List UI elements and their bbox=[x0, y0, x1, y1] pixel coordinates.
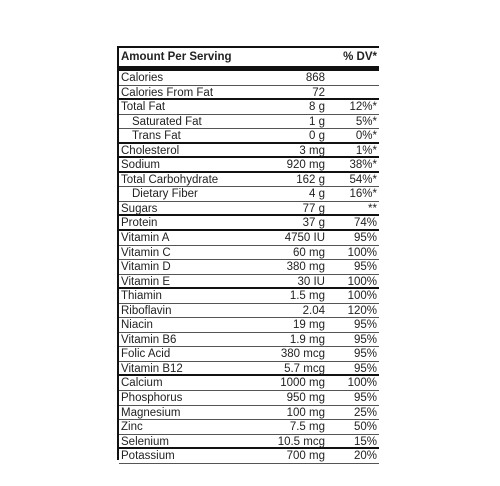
table-header bbox=[119, 46, 379, 71]
nutrient-name: Potassium bbox=[121, 450, 175, 463]
nutrient-amount: 19 mg bbox=[293, 319, 325, 332]
nutrient-name: Vitamin C bbox=[121, 246, 171, 259]
nutrient-daily-value: 95% bbox=[353, 392, 377, 405]
nutrient-amount: 77 g bbox=[302, 202, 325, 215]
table-row bbox=[119, 391, 379, 406]
nutrient-daily-value: 16%* bbox=[349, 188, 377, 201]
nutrient-name: Dietary Fiber bbox=[132, 188, 198, 201]
table-row bbox=[119, 260, 379, 275]
amount-per-serving-heading: Amount Per Serving bbox=[121, 51, 232, 63]
nutrient-name: Trans Fat bbox=[132, 130, 181, 143]
nutrient-daily-value: ** bbox=[368, 202, 377, 215]
nutrient-amount: 1.9 mg bbox=[289, 333, 325, 346]
nutrient-amount: 1000 mg bbox=[280, 377, 325, 390]
nutrient-name: Total Fat bbox=[121, 101, 166, 114]
nutrition-facts-panel bbox=[117, 46, 379, 463]
nutrient-daily-value: 25% bbox=[353, 406, 377, 419]
nutrient-name: Cholesterol bbox=[121, 144, 180, 157]
nutrient-name: Calories From Fat bbox=[121, 86, 214, 99]
nutrient-amount: 1.5 mg bbox=[289, 290, 325, 303]
nutrient-daily-value: 95% bbox=[353, 348, 377, 361]
nutrient-name: Magnesium bbox=[121, 406, 181, 419]
nutrient-name: Calcium bbox=[121, 377, 163, 390]
nutrient-amount: 72 bbox=[312, 86, 325, 99]
table-row bbox=[119, 304, 379, 319]
nutrient-amount: 4750 IU bbox=[284, 232, 325, 245]
nutrient-amount: 920 mg bbox=[286, 159, 325, 172]
table-row bbox=[119, 71, 379, 86]
nutrient-daily-value: 20% bbox=[353, 450, 377, 463]
table-row bbox=[119, 173, 379, 188]
nutrient-name: Calories bbox=[121, 72, 164, 84]
nutrient-name: Selenium bbox=[121, 435, 169, 448]
nutrient-name: Total Carbohydrate bbox=[121, 173, 219, 186]
nutrient-amount: 60 mg bbox=[293, 246, 325, 259]
nutrient-name: Protein bbox=[121, 217, 158, 230]
nutrient-amount: 10.5 mcg bbox=[277, 435, 325, 448]
nutrient-amount: 380 mg bbox=[286, 261, 325, 274]
table-row bbox=[119, 202, 379, 217]
nutrient-rows bbox=[119, 71, 379, 464]
nutrient-daily-value: 100% bbox=[347, 377, 377, 390]
nutrient-name: Vitamin E bbox=[121, 275, 171, 288]
nutrient-amount: 3 mg bbox=[299, 144, 325, 157]
table-row bbox=[119, 187, 379, 202]
nutrient-daily-value: 15% bbox=[353, 435, 377, 448]
nutrient-name: Sugars bbox=[121, 202, 158, 215]
nutrient-amount: 868 bbox=[305, 72, 325, 84]
nutrient-name: Vitamin B12 bbox=[121, 362, 183, 375]
nutrient-amount: 950 mg bbox=[286, 392, 325, 405]
table-row bbox=[119, 115, 379, 130]
table-row bbox=[119, 216, 379, 231]
nutrient-amount: 5.7 mcg bbox=[284, 362, 325, 375]
table-row bbox=[119, 318, 379, 333]
nutrient-name: Zinc bbox=[121, 421, 143, 434]
nutrient-name: Saturated Fat bbox=[132, 115, 202, 128]
nutrient-daily-value: 5%* bbox=[355, 115, 377, 128]
nutrient-daily-value: 100% bbox=[347, 246, 377, 259]
nutrient-daily-value: 74% bbox=[353, 217, 377, 230]
nutrient-amount: 700 mg bbox=[286, 450, 325, 463]
table-row bbox=[119, 289, 379, 304]
table-row bbox=[119, 144, 379, 159]
table-row bbox=[119, 347, 379, 362]
nutrient-amount: 4 g bbox=[309, 188, 325, 201]
table-row bbox=[119, 129, 379, 144]
table-row bbox=[119, 231, 379, 246]
table-row bbox=[119, 406, 379, 421]
nutrient-amount: 30 IU bbox=[297, 275, 325, 288]
nutrient-name: Niacin bbox=[121, 319, 153, 332]
table-row bbox=[119, 449, 379, 464]
nutrient-amount: 100 mg bbox=[286, 406, 325, 419]
nutrient-daily-value: 12%* bbox=[349, 101, 377, 114]
daily-value-heading: % DV* bbox=[343, 51, 377, 63]
table-row bbox=[119, 246, 379, 261]
nutrient-amount: 1 g bbox=[309, 115, 325, 128]
nutrient-daily-value: 54%* bbox=[349, 173, 377, 186]
nutrient-daily-value: 95% bbox=[353, 362, 377, 375]
nutrient-daily-value: 0%* bbox=[355, 130, 377, 143]
nutrient-amount: 37 g bbox=[302, 217, 325, 230]
nutrient-amount: 0 g bbox=[309, 130, 325, 143]
nutrient-name: Phosphorus bbox=[121, 392, 183, 405]
nutrient-daily-value: 38%* bbox=[349, 159, 377, 172]
table-row bbox=[119, 362, 379, 377]
nutrient-name: Vitamin D bbox=[121, 261, 171, 274]
table-row bbox=[119, 376, 379, 391]
nutrient-name: Vitamin A bbox=[121, 232, 170, 245]
nutrient-daily-value: 95% bbox=[353, 261, 377, 274]
nutrient-daily-value: 95% bbox=[353, 319, 377, 332]
nutrient-daily-value: 95% bbox=[353, 232, 377, 245]
table-row bbox=[119, 100, 379, 115]
table-row bbox=[119, 435, 379, 450]
nutrient-name: Sodium bbox=[121, 159, 160, 172]
nutrient-daily-value: 95% bbox=[353, 333, 377, 346]
nutrient-daily-value: 100% bbox=[347, 275, 377, 288]
nutrient-daily-value: 1%* bbox=[355, 144, 377, 157]
nutrient-amount: 2.04 bbox=[302, 304, 325, 317]
nutrient-name: Riboflavin bbox=[121, 304, 172, 317]
nutrient-amount: 7.5 mg bbox=[289, 421, 325, 434]
nutrient-daily-value: 50% bbox=[353, 421, 377, 434]
nutrient-name: Folic Acid bbox=[121, 348, 171, 361]
nutrient-daily-value: 100% bbox=[347, 290, 377, 303]
nutrient-amount: 162 g bbox=[296, 173, 325, 186]
nutrient-name: Thiamin bbox=[121, 290, 162, 303]
nutrient-amount: 8 g bbox=[309, 101, 325, 114]
table-row bbox=[119, 158, 379, 173]
table-row bbox=[119, 333, 379, 348]
table-row bbox=[119, 420, 379, 435]
table-row bbox=[119, 275, 379, 290]
nutrient-name: Vitamin B6 bbox=[121, 333, 177, 346]
nutrient-daily-value: 120% bbox=[347, 304, 377, 317]
nutrient-amount: 380 mcg bbox=[280, 348, 325, 361]
table-row bbox=[119, 86, 379, 101]
